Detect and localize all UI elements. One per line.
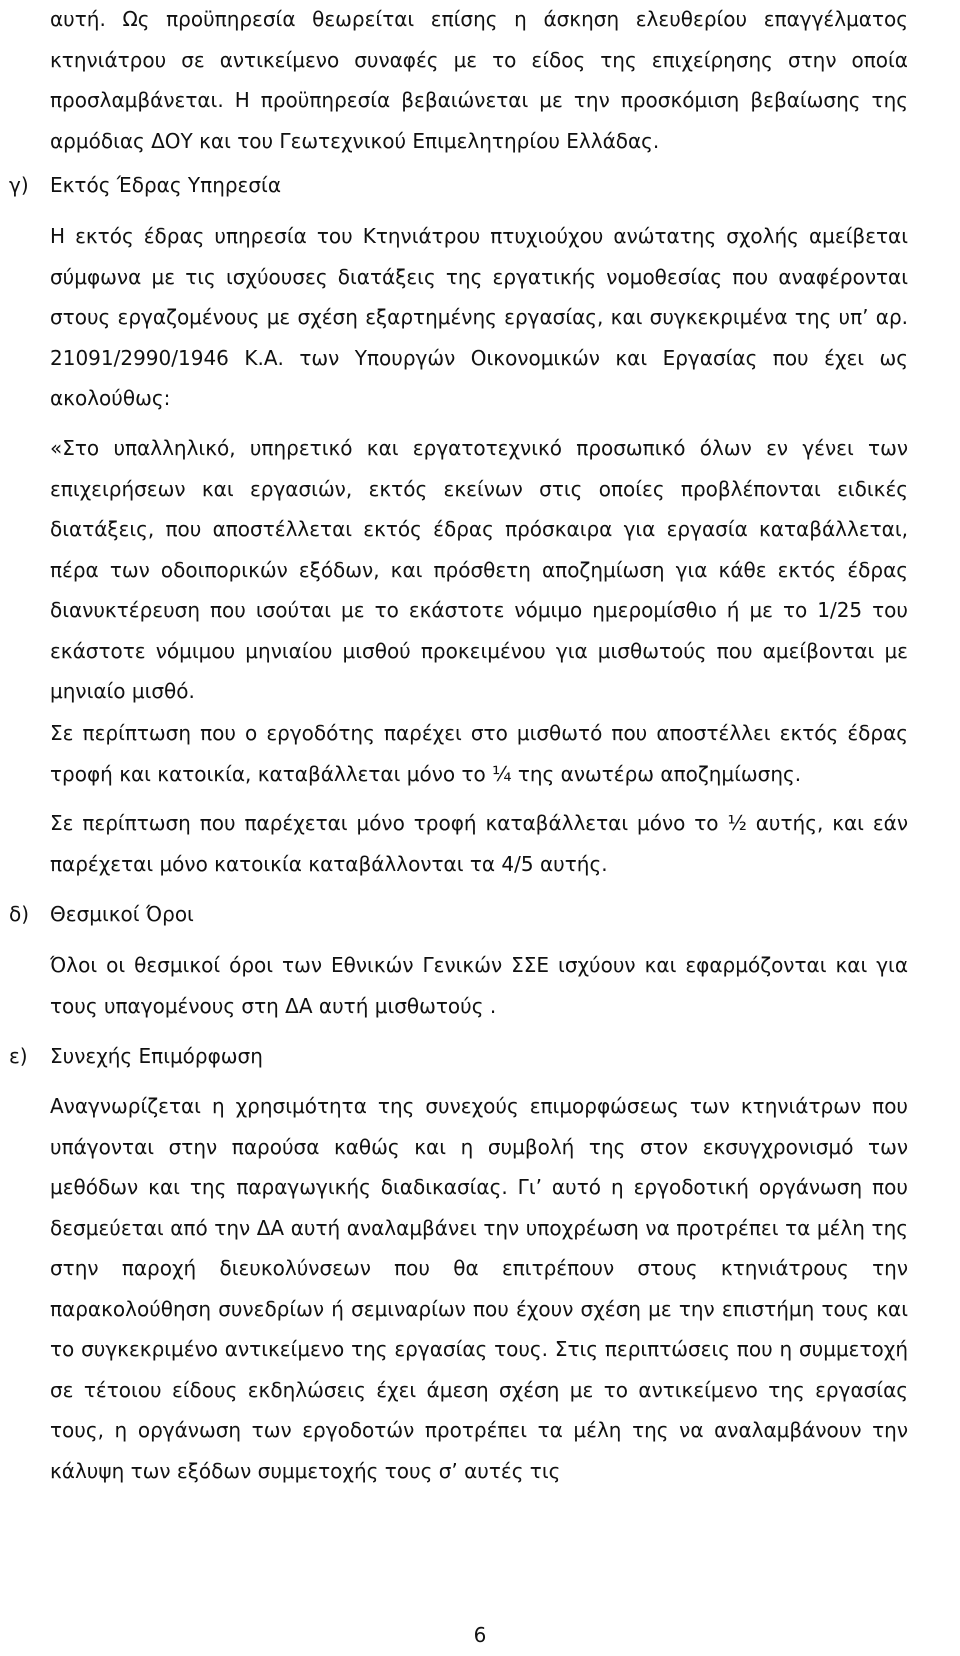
section-epsilon-body: Αναγνωρίζεται η χρησιμότητα της συνεχούς επιμορφώσεως των κτηνιάτρων που υπάγονται στην παρούσα καθώς και η συμβολή της στον εκσυγχρονισμό των μεθόδων και της παραγωγικής διαδικασίας. Γι’ αυτό η εργοδοτική οργάνωση που δεσμεύεται από την ΔΑ αυτή αναλαμβάνει την υποχρέωση να προτρέπει τα μέλη της στην παροχή διευκολύνσεων που θα επιτρέπουν στους κτηνιάτρους την παρακολούθηση συνεδρίων ή σεμιναρίων που έχουν σχέση με την επιστήμη τους και το συγκεκριμένο αντικείμενο της εργασίας τους. Στις περιπτώσεις που η συμμετοχή σε τέτοιου είδους εκδηλώσεις έχει άμεση σχέση με το αντικείμενο της εργασίας τους, η οργάνωση των εργοδοτών προτρέπει τα μέλη της να αναλαμβάνουν την κάλυψη των εξόδων συμμετοχής τους σ’ αυτές τις [50, 1094, 908, 1483]
section-gamma-body: Η εκτός έδρας υπηρεσία του Κτηνιάτρου πτυχιούχου ανώτατης σχολής αμείβεται σύμφωνα με τις ισχύουσες διατάξεις της εργατικής νομοθεσίας που αναφέρονται στους εργαζομένους με σχέση εξαρτημένης εργασίας, και συγκεκριμένα της υπ’ αρ. 21091/2990/1946 Κ.Α. των Υπουργών Οικονομικών και Εργασίας που έχει ως ακολούθως: [50, 224, 908, 410]
section-gamma-title: Εκτός Έδρας Υπηρεσία [50, 173, 281, 197]
section-delta-body: Όλοι οι θεσμικοί όροι των Εθνικών Γενικών ΣΣΕ ισχύουν και εφαρμόζονται και για τους υπαγομένους στη ΔΑ αυτή μισθωτούς . [50, 953, 908, 1018]
intro-paragraph: αυτή. Ως προϋπηρεσία θεωρείται επίσης η άσκηση ελευθερίου επαγγέλματος κτηνιάτρου σε αντικείμενο συναφές με το είδος της επιχείρησης στην οποία προσλαμβάνεται. Η προϋπηρεσία βεβαιώνεται με την προσκόμιση βεβαίωσης της αρμόδιας ΔΟΥ και του Γεωτεχνικού Επιμελητηρίου Ελλάδας. [50, 7, 908, 153]
section-delta-title: Θεσμικοί Όροι [50, 902, 194, 926]
section-epsilon-marker: ε) [9, 1044, 28, 1068]
section-epsilon-title: Συνεχής Επιμόρφωση [50, 1044, 263, 1068]
section-delta-marker: δ) [9, 902, 30, 926]
section-gamma-quote: «Στο υπαλληλικό, υπηρετικό και εργατοτεχνικό προσωπικό όλων εν γένει των επιχειρήσεων και εργασιών, εκτός εκείνων στις οποίες προβλέπονται ειδικές διατάξεις, που αποστέλλεται εκτός έδρας πρόσκαιρα για εργασία καταβάλλεται, πέρα των οδοιπορικών εξόδων, και πρόσθετη αποζημίωση για κάθε εκτός έδρας διανυκτέρευση που ισούται με το εκάστοτε νόμιμο ημερομίσθιο ή με το 1/25 του εκάστοτε νόμιμου μηνιαίου μισθού προκειμένου για μισθωτούς που αμείβονται με μηνιαίο μισθό. [50, 436, 908, 703]
section-gamma-case-food-lodging: Σε περίπτωση που ο εργοδότης παρέχει στο μισθωτό που αποστέλλει εκτός έδρας τροφή και κατοικία, καταβάλλεται μόνο το ¼ της ανωτέρω αποζημίωσης. [50, 721, 908, 786]
section-gamma-case-food-only: Σε περίπτωση που παρέχεται μόνο τροφή καταβάλλεται μόνο το ½ αυτής, και εάν παρέχεται μόνο κατοικία καταβάλλονται τα 4/5 αυτής. [50, 811, 908, 876]
section-gamma-marker: γ) [9, 173, 29, 197]
page-number: 6 [473, 1623, 487, 1647]
